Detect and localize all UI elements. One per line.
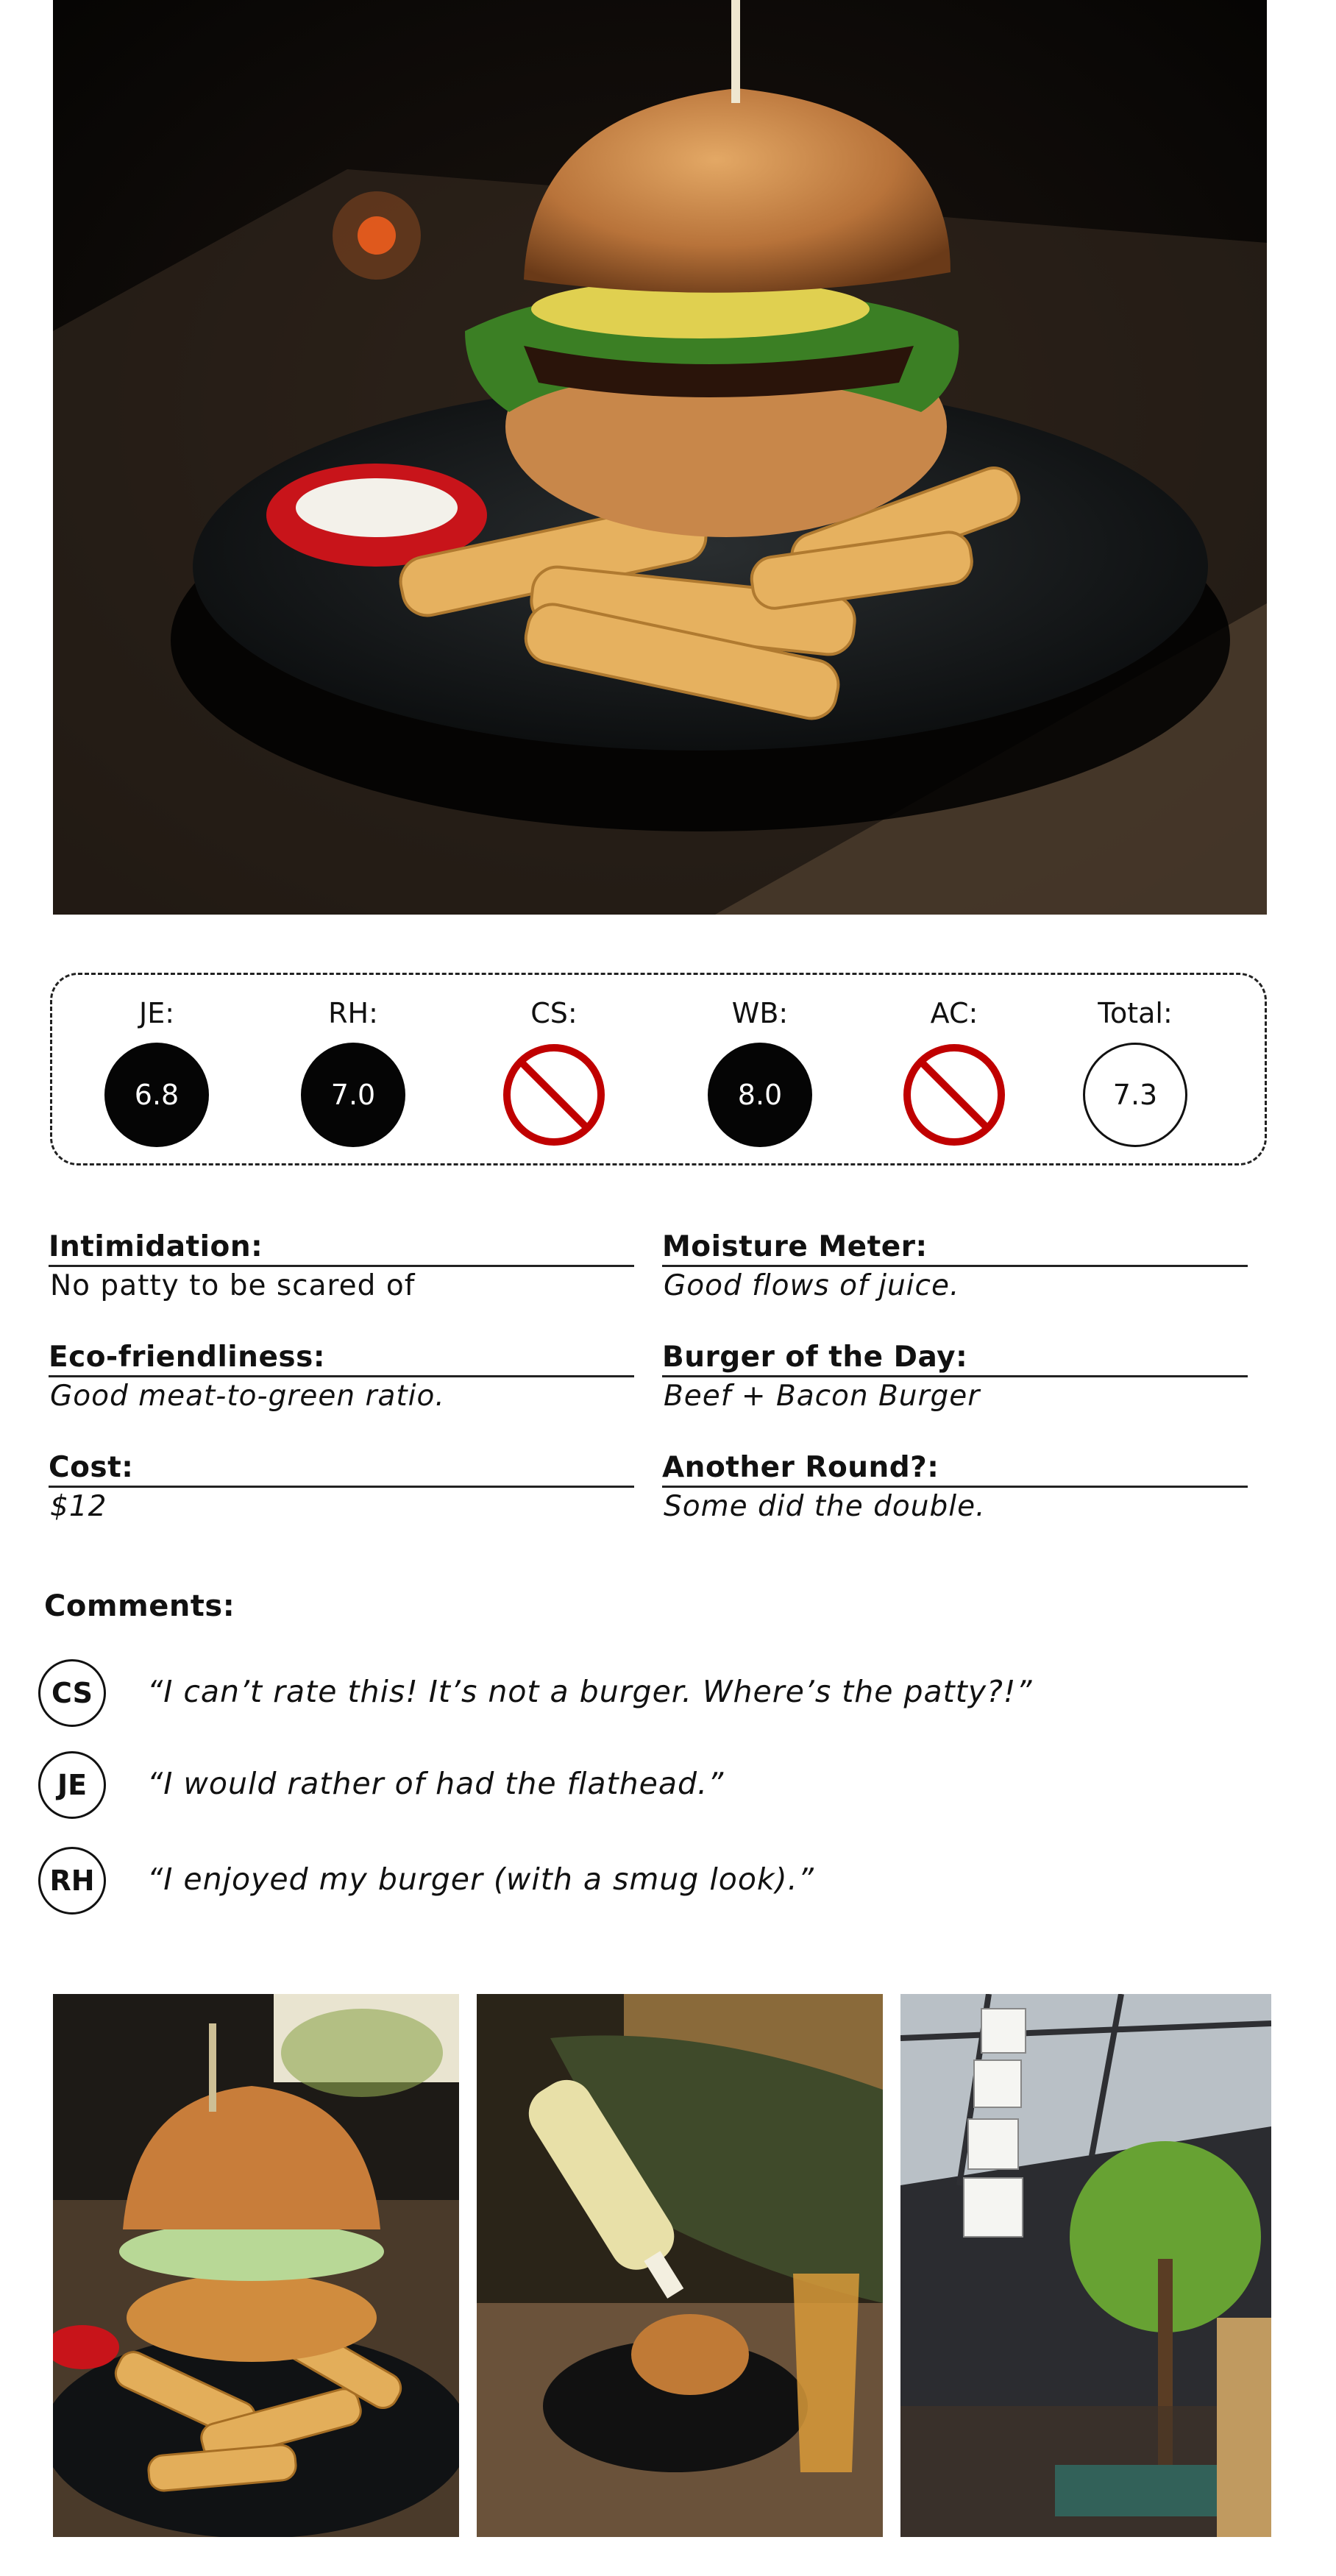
field-value: Beef + Bacon Burger: [664, 1380, 981, 1413]
field-moisture-meter: [662, 1230, 1248, 1305]
score-badge: [301, 1043, 405, 1147]
rater-label: CS:: [530, 997, 578, 1029]
field-label: Burger of the Day:: [662, 1341, 1248, 1377]
comment-item: [38, 1751, 1215, 1819]
field-value: $12: [50, 1490, 107, 1523]
field-another-round: [662, 1451, 1248, 1526]
score-badge: [708, 1043, 812, 1147]
field-burger-of-the-day: [662, 1341, 1248, 1416]
field-value: Good meat-to-green ratio.: [50, 1380, 445, 1413]
rater-ac: [888, 997, 1020, 1147]
comment-item: [38, 1659, 1215, 1727]
ratings-panel: [50, 973, 1267, 1165]
comments-heading: Comments:: [44, 1589, 235, 1623]
field-label: Moisture Meter:: [662, 1230, 1248, 1267]
comment-text: “I enjoyed my burger (with a smug look).”: [147, 1862, 814, 1897]
rater-label: RH:: [328, 997, 378, 1029]
rater-rh: [287, 997, 419, 1147]
commenter-avatar: JE: [38, 1751, 106, 1819]
gallery-photo-courtyard: [900, 1994, 1271, 2537]
comment-text: “I can’t rate this! It’s not a burger. Where’s the patty?!”: [147, 1674, 1033, 1709]
hero-burger-photo: [53, 0, 1267, 915]
commenter-avatar: RH: [38, 1847, 106, 1915]
no-rating-icon: [502, 1043, 606, 1147]
score-value: 6.8: [134, 1079, 180, 1111]
gallery-photo-burger: [53, 1994, 459, 2537]
rater-label: JE:: [138, 997, 175, 1029]
field-intimidation: [49, 1230, 634, 1305]
rater-label: WB:: [731, 997, 789, 1029]
rater-wb: [694, 997, 826, 1147]
score-value: 7.3: [1112, 1079, 1158, 1111]
score-value: 7.0: [330, 1079, 376, 1111]
commenter-avatar: CS: [38, 1659, 106, 1727]
rater-cs: [488, 997, 620, 1147]
comment-text: “I would rather of had the flathead.”: [147, 1766, 725, 1801]
field-label: Eco-friendliness:: [49, 1341, 634, 1377]
field-cost: [49, 1451, 634, 1526]
rater-total: [1069, 997, 1201, 1147]
score-badge: [104, 1043, 209, 1147]
field-eco-friendliness: [49, 1341, 634, 1416]
rater-label: Total:: [1098, 997, 1173, 1029]
rater-label: AC:: [930, 997, 978, 1029]
score-value: 8.0: [737, 1079, 783, 1111]
field-label: Another Round?:: [662, 1451, 1248, 1488]
no-rating-icon: [902, 1043, 1006, 1147]
field-label: Intimidation:: [49, 1230, 634, 1267]
field-value: Some did the double.: [664, 1490, 986, 1523]
rater-je: [90, 997, 223, 1147]
comment-item: [38, 1847, 1215, 1915]
field-value: No patty to be scared of: [50, 1269, 416, 1302]
gallery-photo-sauce-bottle: [477, 1994, 883, 2537]
field-label: Cost:: [49, 1451, 634, 1488]
total-score-badge: [1083, 1043, 1187, 1147]
field-value: Good flows of juice.: [664, 1269, 960, 1302]
